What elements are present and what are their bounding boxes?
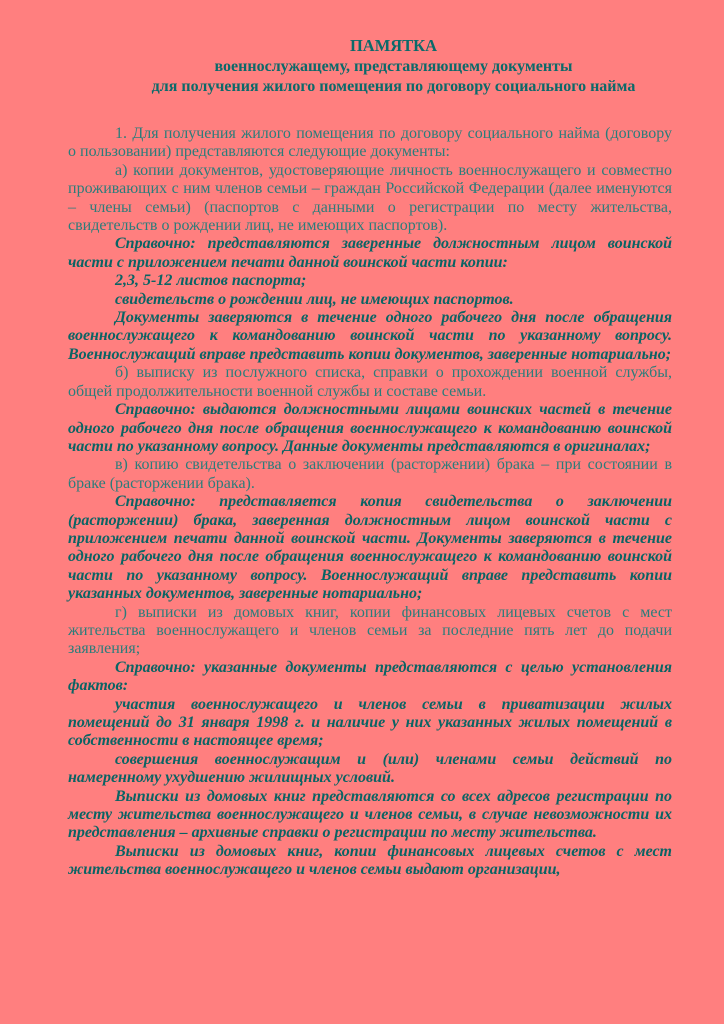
reference-note-paragraph: Справочно: выдаются должностными лицами воинских частей в течение одного рабочего дня после обращения военнослужащего к командованию воинской части по указанному вопросу. Данные документы представляются в оригиналах;: [68, 401, 672, 455]
reference-note-paragraph: совершения военнослужащим и (или) членами семьи действий по намеренному ухудшению жилищных условий.: [68, 750, 672, 787]
reference-note-paragraph: 2,3, 5-12 листов паспорта;: [115, 272, 307, 290]
document-page: [68, 36, 672, 880]
document-subtitle-line-2: для получения жилого помещения по договору социального найма: [151, 78, 636, 95]
body-paragraph: г) выписки из домовых книг, копии финансовых лицевых счетов с мест жительства военнослужащего и членов семьи за последние пять лет до подачи заявления;: [68, 603, 672, 658]
reference-note-paragraph: Выписки из домовых книг, копии финансовых лицевых счетов с мест жительства военнослужащего и членов семьи выдают организации,: [68, 842, 672, 879]
reference-note-paragraph: участия военнослужащего и членов семьи в приватизации жилых помещений до 31 января 1998 г. и наличие у них указанных жилых помещений в собственности в настоящее время;: [68, 695, 672, 750]
document-body: [68, 125, 672, 880]
body-paragraph: б) выписку из послужного списка, справки о прохождении военной службы, общей продолжительности военной службы и составе семьи.: [68, 364, 672, 400]
reference-note-paragraph: Документы заверяются в течение одного рабочего дня после обращения военнослужащего к командованию воинской части по указанному вопросу. Военнослужащий вправе представить копии документов, заверенные нотариально;: [68, 309, 672, 363]
body-paragraph: а) копии документов, удостоверяющие личность военнослужащего и совместно проживающих с ним членов семьи – граждан Российской Федерации (далее именуются – члены семьи) (паспортов с данными о регистрации по месту жительства, свидетельств о рождении лиц, не имеющих паспортов).: [68, 161, 672, 235]
body-paragraph: в) копию свидетельства о заключении (расторжении) брака – при состоянии в браке (расторжении брака).: [68, 456, 672, 492]
reference-note-paragraph: свидетельств о рождении лиц, не имеющих паспортов.: [115, 290, 514, 308]
reference-note-paragraph: Справочно: представляются заверенные должностным лицом воинской части с приложением печати данной воинской части копии:: [68, 235, 672, 271]
reference-note-paragraph: Справочно: представляется копия свидетельства о заключении (расторжении) брака, заверенная должностным лицом воинской части с приложением печати данной воинской части. Документы заверяются в течение одного рабочего дня после обращения военнослужащего к командованию воинской части по указанному вопросу. Военнослужащий вправе представить копии указанных документов, заверенные нотариально;: [68, 493, 672, 603]
document-subtitle-line-1: военнослужащему, представляющему документы: [214, 58, 573, 75]
document-title: ПАМЯТКА: [349, 36, 438, 55]
reference-note-paragraph: Выписки из домовых книг представляются со всех адресов регистрации по месту жительства военнослужащего и членов семьи, в случае невозможности их представления – архивные справки о регистрации по месту жительства.: [68, 787, 672, 842]
reference-note-paragraph: Справочно: указанные документы представляются с целью установления фактов:: [68, 658, 672, 695]
body-paragraph: 1. Для получения жилого помещения по договору социального найма (договору о пользовании) представляются следующие документы:: [68, 125, 672, 161]
